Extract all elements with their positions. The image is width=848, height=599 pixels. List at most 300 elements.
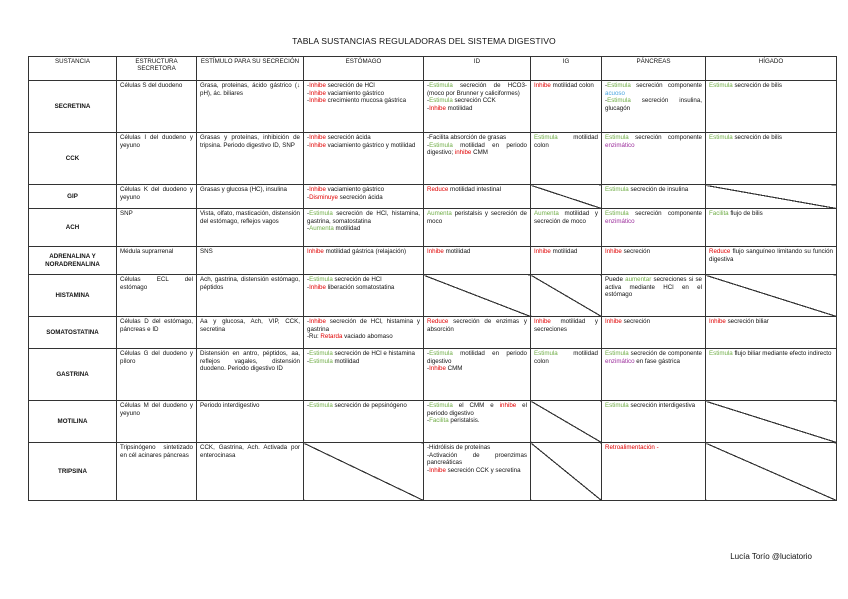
effect-line	[534, 82, 598, 90]
secretion-stimulus-cell: Ach, gastrina, distensión estómago, péptidos	[197, 275, 304, 317]
effect-keyword: Estimula	[309, 402, 333, 409]
effect-keyword: Inhibe	[309, 82, 326, 89]
secretory-structure-cell: Células ECL del estómago	[117, 275, 197, 317]
effect-text: secreción CCK y secretina	[445, 466, 521, 474]
effect-text: motilidad y secreciones	[534, 318, 598, 333]
ig-effect-cell	[531, 349, 602, 401]
id-effect-cell	[424, 247, 531, 275]
ig-effect-cell	[531, 247, 602, 275]
id-effect-cell	[424, 133, 531, 185]
effect-keyword: Estimula	[607, 82, 631, 89]
effect-keyword: Inhibe	[309, 283, 326, 291]
effect-keyword: Reduce	[427, 186, 449, 193]
effect-text: en fase gástrica	[634, 357, 680, 365]
effect-line	[605, 210, 702, 225]
ig-effect-cell	[531, 81, 602, 133]
effect-keyword: Estimula	[605, 186, 629, 193]
substance-name-cell: SOMATOSTATINA	[29, 317, 117, 349]
effect-text: secreción de componente	[628, 350, 702, 357]
effect-line	[307, 134, 420, 142]
table-row	[29, 133, 837, 185]
higado-effect-cell	[706, 317, 837, 349]
effect-text: -	[307, 89, 310, 97]
effect-keyword: Inhibe	[309, 97, 326, 105]
effect-line	[307, 248, 420, 256]
table-row	[29, 81, 837, 133]
effect-text: vaciamiento gástrico y motilidad	[325, 141, 416, 149]
effect-keyword: Estimula	[534, 350, 558, 357]
effect-keyword: Inhibe	[429, 365, 446, 373]
effect-text: motilidad colon	[550, 82, 594, 89]
effect-text: -	[427, 104, 430, 112]
estomago-effect-cell	[304, 81, 424, 133]
effect-keyword: inhibe	[454, 149, 472, 157]
substance-name-cell: MOTILINA	[29, 401, 117, 443]
effect-text: -	[427, 365, 430, 373]
effect-keyword: Estimula	[429, 350, 453, 357]
effect-text: secreción de HCl	[325, 82, 375, 89]
effect-keyword: Inhibe	[605, 248, 622, 255]
effect-line	[307, 333, 420, 341]
effect-keyword: Inhibe	[309, 141, 326, 149]
substance-name-cell: CCK	[29, 133, 117, 185]
secretory-structure-cell: SNP	[117, 209, 197, 247]
estomago-effect-cell	[304, 401, 424, 443]
effect-text: -	[307, 357, 310, 365]
effect-keyword: Inhibe	[709, 318, 726, 325]
secretion-stimulus-cell: CCK, Gastrina, Ach. Activada por enterocinasa	[197, 443, 304, 501]
effect-line	[427, 134, 527, 142]
effect-keyword: Facilita	[709, 210, 729, 217]
effect-keyword: Estimula	[309, 357, 333, 365]
ig-effect-cell	[531, 317, 602, 349]
table-row	[29, 317, 837, 349]
effect-text: secreción ácida	[325, 134, 371, 141]
table-row	[29, 209, 837, 247]
effect-keyword: Estimula	[605, 210, 629, 217]
effect-line	[427, 248, 527, 256]
effect-line	[605, 318, 702, 326]
estomago-effect-cell	[304, 275, 424, 317]
effect-text: secreción de pepsinógeno	[332, 402, 407, 409]
substance-name-cell: GIP	[29, 185, 117, 209]
effect-text: secreción componente	[630, 82, 702, 89]
effect-text: -Facilita absorción de grasas	[427, 134, 507, 141]
effect-text: -	[427, 97, 430, 105]
effect-line	[709, 210, 833, 218]
effect-keyword: Estimula	[605, 350, 629, 357]
document-title: TABLA SUSTANCIAS REGULADORAS DEL SISTEMA DIGESTIVO	[292, 36, 556, 46]
header-estomago: ESTÓMAGO	[304, 57, 424, 81]
id-effect-cell	[424, 185, 531, 209]
effect-line	[427, 452, 527, 467]
effect-line	[307, 276, 420, 284]
effect-text: secreción de enzimas y absorción	[427, 318, 527, 333]
effect-text: flujo sanguíneo limitando su función digestiva	[709, 248, 833, 263]
effect-line	[427, 186, 527, 194]
substance-name-cell: SECRETINA	[29, 81, 117, 133]
effect-text: motilidad	[333, 225, 361, 233]
table-row	[29, 185, 837, 209]
id-empty-cell	[424, 275, 531, 317]
estomago-empty-cell	[304, 443, 424, 501]
effect-text: CMM	[445, 365, 463, 373]
header-row	[29, 57, 837, 81]
effect-line	[605, 97, 702, 112]
effect-line	[605, 248, 702, 256]
author-credit: Lucía Torío @luciatorio	[730, 552, 812, 561]
effect-keyword: enzimático	[605, 141, 635, 149]
effect-text: peristalsis.	[448, 417, 480, 425]
effect-text: secreción de HCl e histamina	[332, 350, 415, 357]
effect-line	[427, 467, 527, 475]
effect-keyword: Estimula	[534, 134, 558, 141]
effect-line	[307, 284, 420, 292]
table-row	[29, 401, 837, 443]
effect-text: secreción CCK	[452, 97, 496, 105]
effect-line	[427, 365, 527, 373]
effect-line	[307, 402, 420, 410]
effect-text: -	[307, 283, 310, 291]
effect-line	[605, 82, 702, 97]
id-effect-cell	[424, 349, 531, 401]
pancreas-effect-cell	[602, 443, 706, 501]
effect-line	[427, 318, 527, 333]
pancreas-effect-cell	[602, 349, 706, 401]
effect-line	[427, 350, 527, 365]
effect-text: -	[307, 276, 310, 283]
id-effect-cell	[424, 401, 531, 443]
header-id: ID	[424, 57, 531, 81]
effect-text: -	[427, 466, 430, 474]
effect-line	[605, 134, 702, 149]
effect-text: Puede	[605, 276, 626, 283]
effect-keyword: Estimula	[429, 97, 453, 105]
pancreas-effect-cell	[602, 81, 706, 133]
effect-keyword: enzimático	[605, 357, 635, 365]
effect-text: -	[307, 134, 310, 141]
substance-name-cell: HISTAMINA	[29, 275, 117, 317]
effect-line	[427, 417, 527, 425]
higado-effect-cell	[706, 349, 837, 401]
effect-text: motilidad colon	[534, 134, 598, 149]
effect-line	[427, 444, 527, 452]
effect-line	[307, 358, 420, 366]
effect-line	[427, 97, 527, 105]
pancreas-effect-cell	[602, 317, 706, 349]
effect-line	[534, 248, 598, 256]
secretion-stimulus-cell: Grasas y glucosa (HC), insulina	[197, 185, 304, 209]
effect-keyword: Estimula	[709, 82, 733, 89]
effect-line	[427, 105, 527, 113]
ig-effect-cell	[531, 209, 602, 247]
ig-empty-cell	[531, 401, 602, 443]
secretory-structure-cell: Células G del duodeno y píloro	[117, 349, 197, 401]
header-sustancia: SUSTANCIA	[29, 57, 117, 81]
effect-line	[307, 82, 420, 90]
effect-text: -	[307, 141, 310, 149]
effect-text: -	[307, 318, 310, 325]
ig-empty-cell	[531, 443, 602, 501]
effect-line	[534, 350, 598, 365]
table-row	[29, 247, 837, 275]
effect-keyword: Estimula	[605, 134, 629, 141]
effect-line	[605, 276, 702, 299]
effect-keyword: Estimula	[429, 82, 453, 89]
header-ig: IG	[531, 57, 602, 81]
effect-keyword: Aumenta	[309, 225, 334, 233]
effect-keyword: Facilita	[429, 417, 449, 425]
effect-line	[709, 134, 833, 142]
substance-name-cell: TRIPSINA	[29, 443, 117, 501]
effect-text: motilidad	[443, 248, 471, 255]
effect-line	[534, 134, 598, 149]
effect-text: -	[307, 225, 310, 233]
effect-text: motilidad en periodo digestivo	[427, 350, 527, 365]
effect-keyword: Estimula	[709, 134, 733, 141]
effect-keyword: Estimula	[309, 210, 333, 217]
effect-line	[307, 225, 420, 233]
effect-text: motilidad y secreción de moco	[534, 210, 598, 225]
secretion-stimulus-cell: SNS	[197, 247, 304, 275]
effect-text: secreción de bilis	[732, 82, 782, 89]
effect-keyword: Estimula	[429, 402, 453, 409]
effect-keyword: Inhibe	[429, 104, 446, 112]
effect-keyword: Aumenta	[427, 210, 452, 217]
effect-keyword: Inhibe	[309, 134, 326, 141]
pancreas-effect-cell	[602, 401, 706, 443]
effect-text: CMM	[471, 149, 488, 157]
higado-effect-cell	[706, 133, 837, 185]
effect-line	[427, 142, 527, 157]
effect-text: secreción ácida	[337, 193, 383, 201]
effect-text: motilidad	[550, 248, 578, 255]
effect-line	[307, 318, 420, 333]
secretory-structure-cell: Tripsinógeno sintetizado en cél acinares páncreas	[117, 443, 197, 501]
effect-text: -	[427, 402, 430, 409]
effect-keyword: Inhibe	[309, 186, 326, 193]
effect-keyword: aumentar	[625, 276, 652, 283]
regulatory-substances-table	[28, 56, 837, 501]
effect-line	[709, 350, 833, 358]
effect-line	[709, 318, 833, 326]
effect-text: -	[307, 97, 310, 105]
effect-text: motilidad	[445, 104, 473, 112]
secretory-structure-cell: Células S del duodeno	[117, 81, 197, 133]
effect-text: motilidad colon	[534, 350, 598, 365]
effect-text: -	[605, 82, 608, 89]
effect-text: -	[307, 350, 310, 357]
higado-empty-cell	[706, 443, 837, 501]
effect-text: secreción de insulina	[628, 186, 689, 193]
effect-keyword: Retarda	[320, 333, 343, 341]
effect-text: -	[427, 141, 430, 149]
id-effect-cell	[424, 209, 531, 247]
effect-keyword: Inhibe	[429, 466, 446, 474]
effect-text: -	[605, 97, 608, 105]
effect-text: secreción interdigestiva	[628, 402, 696, 409]
header-higado: HÍGADO	[706, 57, 837, 81]
ig-effect-cell	[531, 133, 602, 185]
secretion-stimulus-cell: Vista, olfato, masticación, distensión del estómago, reflejos vagos	[197, 209, 304, 247]
estomago-effect-cell	[304, 133, 424, 185]
effect-keyword: Inhibe	[534, 82, 551, 89]
effect-line	[307, 90, 420, 98]
effect-text: vaciado abomaso	[342, 333, 393, 341]
ig-empty-cell	[531, 185, 602, 209]
effect-text: motilidad	[332, 357, 360, 365]
effect-keyword: Inhibe	[605, 318, 622, 325]
estomago-effect-cell	[304, 349, 424, 401]
effect-keyword: Estimula	[309, 350, 333, 357]
effect-text: -	[307, 186, 310, 193]
table-row	[29, 443, 837, 501]
effect-text: motilidad en periodo digestivo;	[427, 141, 527, 157]
effect-line	[709, 82, 833, 90]
effect-text: secreción biliar	[725, 318, 769, 325]
effect-text: -	[427, 350, 430, 357]
effect-line	[605, 444, 702, 452]
effect-line	[307, 194, 420, 202]
pancreas-effect-cell	[602, 209, 706, 247]
effect-text: crecimiento mucosa gástrica	[325, 97, 407, 105]
effect-text: secreción	[621, 318, 651, 325]
effect-keyword: Retroalimentación -	[605, 444, 659, 451]
pancreas-effect-cell	[602, 133, 706, 185]
effect-text: -Activación de proenzimas pancreáticas	[427, 451, 527, 467]
higado-effect-cell	[706, 209, 837, 247]
effect-keyword: Reduce	[709, 248, 731, 255]
id-effect-cell	[424, 317, 531, 349]
effect-keyword: Inhibe	[309, 318, 326, 325]
substance-name-cell: ADRENALINA Y NORADRENALINA	[29, 247, 117, 275]
secretory-structure-cell: Células K del duodeno y yeyuno	[117, 185, 197, 209]
effect-text: flujo de bilis	[728, 210, 763, 217]
effect-text: -	[307, 193, 310, 201]
effect-text: secreciones si se activa mediante HCl en el estómago	[605, 276, 702, 299]
effect-keyword: Aumenta	[534, 210, 559, 217]
estomago-effect-cell	[304, 247, 424, 275]
table-row	[29, 275, 837, 317]
effect-text: secreción	[621, 248, 651, 255]
higado-empty-cell	[706, 275, 837, 317]
effect-text: secreción de HCl, histamina y gastrina	[307, 318, 420, 333]
effect-text: secreción de HCO3- (moco por Brunner y caliciformes)	[427, 82, 527, 97]
effect-keyword: Inhibe	[307, 248, 324, 255]
effect-text: secreción de HCl, histamina, gastrina, somatostatina	[307, 210, 420, 225]
effect-line	[534, 318, 598, 333]
header-estructura: ESTRUCTURA SECRETORA	[117, 57, 197, 81]
effect-text: vaciamiento gástrico	[325, 89, 385, 97]
effect-text: el periodo digestivo	[427, 402, 527, 417]
effect-line	[427, 82, 527, 97]
substance-name-cell: ACH	[29, 209, 117, 247]
effect-text: -	[307, 82, 310, 89]
secretory-structure-cell: Médula suprarrenal	[117, 247, 197, 275]
effect-line	[307, 350, 420, 358]
header-estimulo: ESTÍMULO PARA SU SECRECIÓN	[197, 57, 304, 81]
effect-keyword: acuoso	[605, 89, 625, 97]
effect-text: secreción componente	[628, 210, 702, 217]
effect-text: motilidad gástrica (relajación)	[323, 248, 407, 255]
effect-text: -	[427, 417, 430, 425]
effect-line	[605, 402, 702, 410]
effect-text: vaciamiento gástrico	[325, 186, 385, 193]
secretion-stimulus-cell: Grasas y proteínas, inhibición de tripsina. Periodo digestivo ID, SNP	[197, 133, 304, 185]
effect-line	[427, 210, 527, 225]
estomago-effect-cell	[304, 185, 424, 209]
effect-keyword: Estimula	[709, 350, 733, 357]
effect-text: -Hidrólisis de proteínas	[427, 444, 491, 451]
effect-text: liberación somatostatina	[325, 283, 395, 291]
secretory-structure-cell: Células D del estómago, páncreas e ID	[117, 317, 197, 349]
higado-empty-cell	[706, 185, 837, 209]
effect-text: motilidad intestinal	[448, 186, 501, 193]
effect-text: secreción insulina, glucagón	[605, 97, 702, 112]
substance-name-cell: GASTRINA	[29, 349, 117, 401]
effect-text: peristalsis y secreción de moco	[427, 210, 527, 225]
effect-text: -	[427, 82, 430, 89]
effect-line	[534, 210, 598, 225]
effect-line	[709, 248, 833, 263]
effect-text: -	[307, 402, 310, 409]
id-effect-cell	[424, 81, 531, 133]
effect-keyword: Reduce	[427, 318, 449, 325]
effect-keyword: Estimula	[607, 97, 631, 105]
effect-keyword: Estimula	[605, 402, 629, 409]
effect-text: secreción componente	[628, 134, 702, 141]
effect-line	[307, 142, 420, 150]
effect-line	[605, 186, 702, 194]
effect-line	[605, 350, 702, 365]
effect-text: secreción de bilis	[732, 134, 782, 141]
higado-empty-cell	[706, 401, 837, 443]
ig-empty-cell	[531, 275, 602, 317]
effect-keyword: Estimula	[309, 276, 333, 283]
pancreas-effect-cell	[602, 275, 706, 317]
effect-line	[427, 402, 527, 417]
effect-text: -	[307, 210, 310, 217]
effect-keyword: Inhibe	[534, 248, 551, 255]
effect-text: secreción de HCl	[332, 276, 382, 283]
estomago-effect-cell	[304, 209, 424, 247]
effect-text: el CMM e	[452, 402, 500, 409]
header-pancreas: PÁNCREAS	[602, 57, 706, 81]
table-row	[29, 349, 837, 401]
effect-keyword: enzimático	[605, 217, 635, 225]
higado-effect-cell	[706, 247, 837, 275]
effect-text: -Ru:	[307, 333, 321, 341]
effect-keyword: Inhibe	[534, 318, 551, 325]
effect-keyword: Disminuye	[309, 193, 338, 201]
estomago-effect-cell	[304, 317, 424, 349]
secretory-structure-cell: Células M del duodeno y yeyuno	[117, 401, 197, 443]
secretory-structure-cell: Células I del duodeno y yeyuno	[117, 133, 197, 185]
effect-line	[307, 97, 420, 105]
effect-keyword: Inhibe	[309, 89, 326, 97]
effect-keyword: Estimula	[429, 141, 453, 149]
pancreas-effect-cell	[602, 247, 706, 275]
effect-line	[307, 186, 420, 194]
id-effect-cell	[424, 443, 531, 501]
effect-line	[307, 210, 420, 225]
secretion-stimulus-cell: Grasa, proteinas, ácido gástrico (↓ pH), ác. biliares	[197, 81, 304, 133]
effect-keyword: Inhibe	[427, 248, 444, 255]
effect-keyword: inhibe	[499, 402, 517, 409]
secretion-stimulus-cell: Periodo interdigestivo	[197, 401, 304, 443]
higado-effect-cell	[706, 81, 837, 133]
effect-text: flujo biliar mediante efecto indirecto	[732, 350, 832, 357]
